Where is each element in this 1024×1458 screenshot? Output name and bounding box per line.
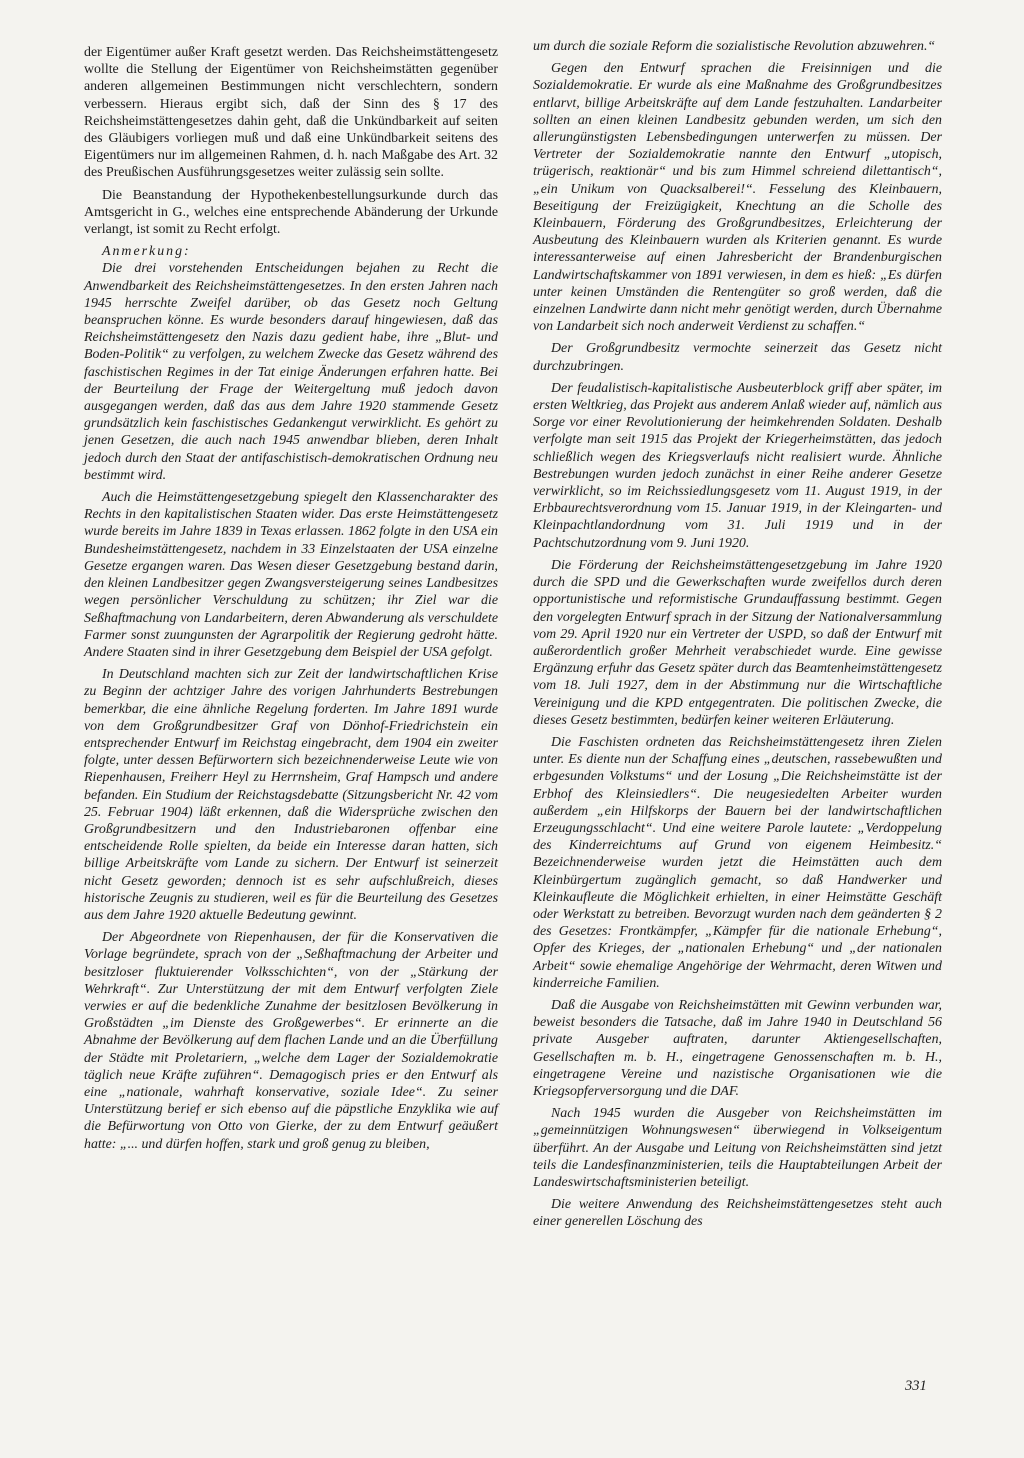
right-column-paragraph: um durch die soziale Reform die sozialistische Revolution abzuwehren.“: [533, 39, 936, 54]
left-column-paragraph: In Deutschland machten sich zur Zeit der landwirtschaftlichen Krise zu Beginn der achtziger Jahre des vorigen Jahrhunderts Bestrebungen bemerkbar, die eine ähnliche Regelung forderten. Im Jahre 1891 wurde von dem Großgrundbesitzer Graf von Dönhof-Friedrichstein ein entsprechender Entwurf im Reichstag eingebracht, dem 1904 ein zweiter folgte, unter dessen Befürwortern sich bezeichnenderweise Leute wie von Riepenhausen, Freiherr Heyl zu Herrnsheim, Graf Hampsch und andere befanden. Ein Studium der Reichstagsdebatte (Sitzungsbericht Nr. 42 vom 25. Februar 1904) läßt erkennen, daß die Widersprüche zwischen den Großgrundbesitzern und den Industriebaronen offenbar eine entscheidende Rolle spielten, da beide ein Interesse daran hatten, sich billige Arbeitskräfte vom Lande zu sichern. Der Entwurf ist seinerzeit nicht Gesetz geworden; dennoch ist es sehr aufschlußreich, dieses historische Zeugnis zu studieren, weil es für die Beurteilung des Gesetzes aus dem Jahre 1920 aktuelle Bedeutung gewinnt.: [84, 667, 498, 923]
left-column-paragraph: Anmerkung:: [102, 244, 191, 260]
right-column-paragraph: Der Großgrundbesitz vermochte seinerzeit das Gesetz nicht durchzubringen.: [533, 341, 942, 374]
page-number: 331: [905, 1378, 927, 1394]
left-column-paragraph: Die Beanstandung der Hypothekenbestellungsurkunde durch das Amtsgericht in G., welches eine entsprechende Abänderung der Urkunde verlangt, ist somit zu Recht erfolgt.: [84, 187, 498, 238]
right-column-paragraph: Der feudalistisch-kapitalistische Ausbeuterblock griff aber später, im ersten Weltkrieg, das Projekt aus anderem Anlaß wieder auf, nämlich aus Sorge vor einer Revolutionierung der heimkehrenden Soldaten. Deshalb verfolgte man seit 1915 das Projekt der Kriegerheimstätten, das jedoch schließlich wegen des Kriegsverlaufs nicht realisiert wurde. Ähnliche Bestrebungen wurden jedoch zunächst in einer Reihe anderer Gesetze verwirklicht, so im Reichssiedlungsgesetz vom 11. August 1919, in der Erbbaurechtsverordnung vom 15. Januar 1919, in der Kleingarten- und Kleinpachtlandordnung vom 31. Juli 1919 und in der Pachtschutzordnung vom 9. Juni 1920.: [533, 380, 942, 551]
right-column-paragraph: Die Faschisten ordneten das Reichsheimstättengesetz ihren Zielen unter. Es diente nun der Schaffung eines „deutschen, rassebewußten und erbgesunden Volkstums“ und der Losung „Die Reichsheimstätte ist der Erbhof des Kleinsiedlers“. Die neugesiedelten Arbeiter wurden außerdem „ein Hilfskorps der Bauern bei der landwirtschaftlichen Erzeugungsschlacht“. Und eine weitere Parole lautete: „Verdoppelung des Kinderreichtums auf Grund von eigenem Heimbesitz.“ Bezeichnenderweise wurden jetzt die Heimstätten auch dem Kleinbürgertum zugänglich gemacht, so daß Handwerker und Kleinkaufleute die Möglichkeit erhielten, in einer Heimstätte Geschäft oder Werkstatt zu betreiben. Bevorzugt wurden nach dem geänderten § 2 des Gesetzes: Frontkämpfer, „Kämpfer für die nationale Erhebung“, Opfer des Krieges, der „nationalen Erhebung“ und „der nationalen Arbeit“ sowie ehemalige Angehörige der Wehrmacht, deren Witwen und kinderreiche Familien.: [533, 734, 942, 991]
right-column-paragraph: Nach 1945 wurden die Ausgeber von Reichsheimstätten im „gemeinnützigen Wohnungswesen“ überwiegend in Volkseigentum überführt. An der Ausgabe und Leitung von Reichsheimstätten sind jetzt teils die Landesfinanzministerien, teils die Hauptabteilungen Arbeit der Landeswirtschaftsministerien beteiligt.: [533, 1106, 942, 1190]
left-column: [84, 44, 498, 1158]
right-column-paragraph: Die Förderung der Reichsheimstättengesetzgebung im Jahre 1920 durch die SPD und die Gewerkschaften wurde zweifellos durch deren opportunistische und reformistische Grundauffassung bestimmt. Gegen den vorgelegten Entwurf sprach in der Sitzung der Nationalversammlung vom 29. April 1920 nur ein Vertreter der USPD, so daß der Entwurf mit außerordentlich großer Mehrheit verabschiedet wurde. Eine gewisse Ergänzung erfuhr das Gesetz später durch das Beamtenheimstättengesetz vom 18. Juli 1927, dem in der Abstimmung nur die Wirtschaftliche Vereinigung und die KPD entgegentraten. Die politischen Zwecke, die dieses Gesetz bestimmten, bedürfen keiner weiteren Erläuterung.: [533, 557, 942, 728]
left-column-paragraph: Die drei vorstehenden Entscheidungen bejahen zu Recht die Anwendbarkeit des Reichsheimstättengesetzes. In den ersten Jahren nach 1945 herrschte Zweifel darüber, ob das Gesetz noch Geltung beanspruchen könne. Es wurde besonders darauf hingewiesen, daß das Reichsheimstättengesetz den Nazis dazu gedient habe, ihre „Blut- und Boden-Politik“ zu verfolgen, zu welchem Zwecke das Gesetz während des faschistischen Regimes in der Tat einige Änderungen erfahren hatte. Bei der Beurteilung der Frage der Weitergeltung muß jedoch davon ausgegangen werden, daß das aus dem Jahre 1920 stammende Gesetz grundsätzlich kein faschistisches Gedankengut verwirklicht. Es gehört zu jenen Gesetzen, die auch nach 1945 anwendbar blieben, deren Inhalt jedoch durch den Staat der antifaschistisch-demokratischen Ordnung neu bestimmt wird.: [84, 261, 498, 483]
left-column-paragraph: der Eigentümer außer Kraft gesetzt werden. Das Reichsheimstättengesetz wollte die Stellung der Eigentümer von Reichsheimstätten gegenüber anderen allgemeinen Bestimmungen nicht verschlechtern, sondern verbessern. Hieraus ergibt sich, daß der Sinn des § 17 des Reichsheimstättengesetzes dahin geht, daß die Unkündbarkeit auf seiten des Gläubigers vorliegen muß und daß eine Unkündbarkeit seitens des Eigentümers nur im allgemeinen Rahmen, d. h. nach Maßgabe des Art. 32 des Preußischen Ausführungsgesetzes weiter zulässig sein sollte.: [84, 45, 498, 181]
right-column-paragraph: Daß die Ausgabe von Reichsheimstätten mit Gewinn verbunden war, beweist besonders die Tatsache, daß im Jahre 1940 in Deutschland 56 private Ausgeber auftraten, darunter Aktiengesellschaften, Gesellschaften m. b. H., eingetragene Genossenschaften m. b. H., eingetragene Vereine und nazistische Organisationen wie die Kriegsopferversorgung und die DAF.: [533, 997, 942, 1099]
left-column-paragraph: Der Abgeordnete von Riepenhausen, der für die Konservativen die Vorlage begründete, sprach von der „Seßhaftmachung der Arbeiter und besitzloser fluktuierender Volksschichten“, von der „Stärkung der Wehrkraft“. Zur Unterstützung der mit dem Entwurf verfolgten Ziele verwies er auf die bedenkliche Zunahme der besitzlosen Bevölkerung in Großstädten „im Dienste des Großgewerbes“. Er erinnerte an die Abnahme der Bevölkerung auf dem flachen Lande und an die Überfüllung der Städte mit Proletariern, „welche dem Lager der Sozialdemokratie täglich neue Kräfte zuführen“. Demagogisch pries er den Entwurf als eine „nationale, wahrhaft konservative, soziale Idee“. Zu seiner Unterstützung berief er sich ebenso auf die päpstliche Enzyklika wie auf die Befürwortung von Otto von Gierke, der zu dem Entwurf geäußert hatte: „... und dürfen hoffen, stark und groß genug zu bleiben,: [84, 930, 498, 1152]
right-column-paragraph: Gegen den Entwurf sprachen die Freisinnigen und die Sozialdemokratie. Er wurde als eine Maßnahme des Großgrundbesitzes entlarvt, billige Arbeitskräfte auf dem Lande festzuhalten. Landarbeiter sollten an einen kleinen Landbesitz gebunden werden, um sich den allerungünstigsten Lebensbedingungen unterwerfen zu müssen. Der Vertreter der Sozialdemokratie nannte den Entwurf „utopisch, trügerisch, reaktionär“ und bis zum Himmel schreiend dilettantisch“, „ein Unikum von Quacksalberei!“. Fesselung des Kleinbauern, Beseitigung der Freizügigkeit, Knechtung an die Scholle des Kleinbauern, Förderung des Großgrundbesitzes, Erleichterung der Ausbeutung des Kleinbauern wurden als Kriterien genannt. Es wurde interessanterweise auf einen Jahresbericht der Brandenburgischen Landwirtschaftskammer von 1891 verwiesen, in dem es hieß: „Es dürfen unter keinen Umständen die Rentengüter so groß werden, daß die einzelnen Landwirte dann nicht mehr genötigt werden, durch Übernahme von Landarbeit sich noch anderweit Verdienst zu schaffen.“: [533, 61, 942, 335]
right-column: [533, 38, 942, 1236]
left-column-paragraph: Auch die Heimstättengesetzgebung spiegelt den Klassencharakter des Rechts in den kapitalistischen Staaten wider. Das erste Heimstättengesetz wurde bereits im Jahre 1839 in Texas erlassen. 1862 folgte in den USA ein Bundesheimstättengesetz, nachdem in 33 Einzelstaaten der USA einzelne Gesetze ergangen waren. Das Wesen dieser Gesetzgebung bestand darin, den kleinen Landbesitzer gegen Zwangsversteigerung seines Landbesitzes wegen persönlicher Verschuldung zu schützen; ihr Ziel war die Seßhaftmachung von Landarbeitern, deren Abwanderung als verschuldete Farmer sonst zuungunsten der Agrarpolitik der Regierung gedroht hätte. Andere Staaten sind in ihrer Gesetzgebung dem Beispiel der USA gefolgt.: [84, 490, 498, 660]
right-column-paragraph: Die weitere Anwendung des Reichsheimstättengesetzes steht auch einer generellen Löschung des: [533, 1197, 942, 1230]
